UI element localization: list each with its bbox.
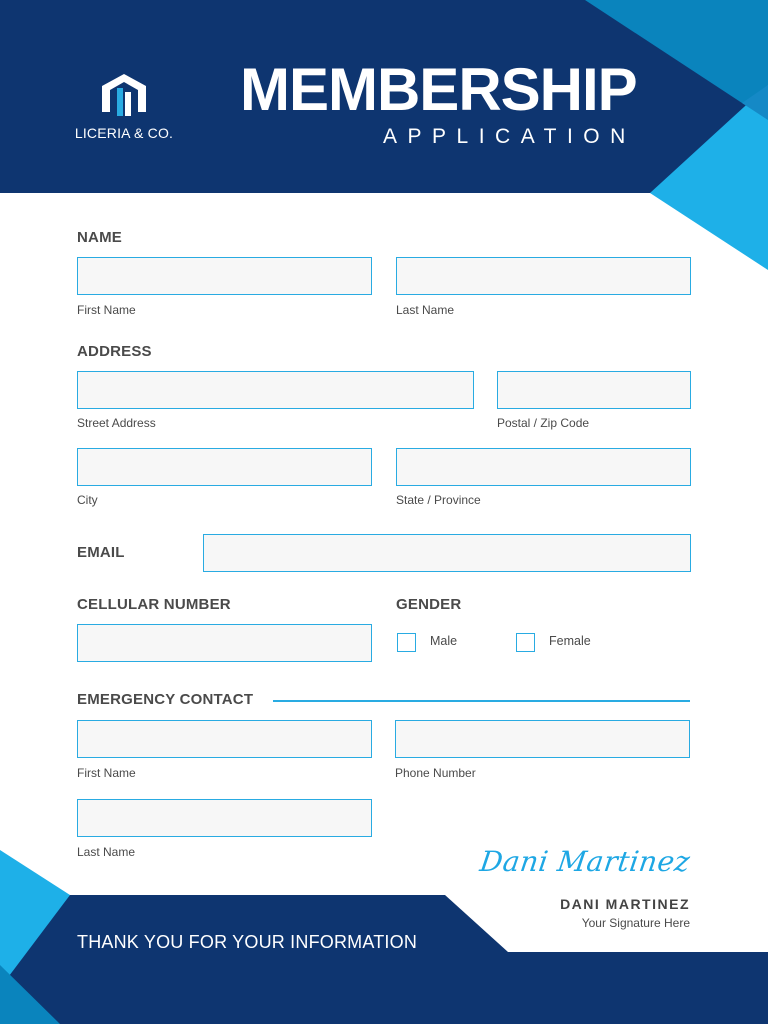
name-section-label: NAME (77, 229, 122, 246)
gender-male-label: Male (430, 634, 458, 648)
footer-band (0, 895, 768, 1024)
postal-code-input[interactable] (497, 371, 691, 409)
signature-caption: Your Signature Here (581, 916, 690, 930)
cellular-number-label: CELLULAR NUMBER (77, 596, 231, 613)
city-input[interactable] (77, 448, 372, 486)
building-logo-icon (98, 72, 150, 118)
emergency-contact-label: EMERGENCY CONTACT (77, 691, 254, 708)
street-address-caption: Street Address (77, 416, 156, 430)
email-label: EMAIL (77, 544, 125, 561)
signer-name: DANI MARTINEZ (560, 896, 690, 912)
first-name-caption: First Name (77, 303, 136, 317)
address-section-label: ADDRESS (77, 343, 152, 360)
gender-label: GENDER (396, 596, 462, 613)
first-name-input[interactable] (77, 257, 372, 295)
footer-thank-you: THANK YOU FOR YOUR INFORMATION (77, 932, 418, 952)
brand-name: LICERIA & CO. (74, 125, 174, 141)
page-title: MEMBERSHIP (240, 56, 637, 123)
last-name-caption: Last Name (396, 303, 455, 317)
top-right-light-triangle (650, 85, 768, 270)
page-subtitle: APPLICATION (383, 125, 636, 148)
handwritten-signature: Dani Martinez (477, 845, 693, 878)
state-province-input[interactable] (396, 448, 691, 486)
city-caption: City (77, 493, 98, 507)
state-province-caption: State / Province (396, 493, 481, 507)
last-name-input[interactable] (396, 257, 691, 295)
cellular-number-input[interactable] (77, 624, 372, 662)
section-divider (273, 700, 690, 702)
emergency-first-name-caption: First Name (77, 766, 136, 780)
gender-male-checkbox[interactable] (397, 633, 416, 652)
emergency-last-name-input[interactable] (77, 799, 372, 837)
emergency-first-name-input[interactable] (77, 720, 372, 758)
gender-female-label: Female (549, 634, 591, 648)
postal-code-caption: Postal / Zip Code (497, 416, 590, 430)
emergency-last-name-caption: Last Name (77, 845, 136, 859)
emergency-phone-input[interactable] (395, 720, 690, 758)
street-address-input[interactable] (77, 371, 474, 409)
emergency-phone-caption: Phone Number (395, 766, 476, 780)
email-input[interactable] (203, 534, 691, 572)
gender-female-checkbox[interactable] (516, 633, 535, 652)
